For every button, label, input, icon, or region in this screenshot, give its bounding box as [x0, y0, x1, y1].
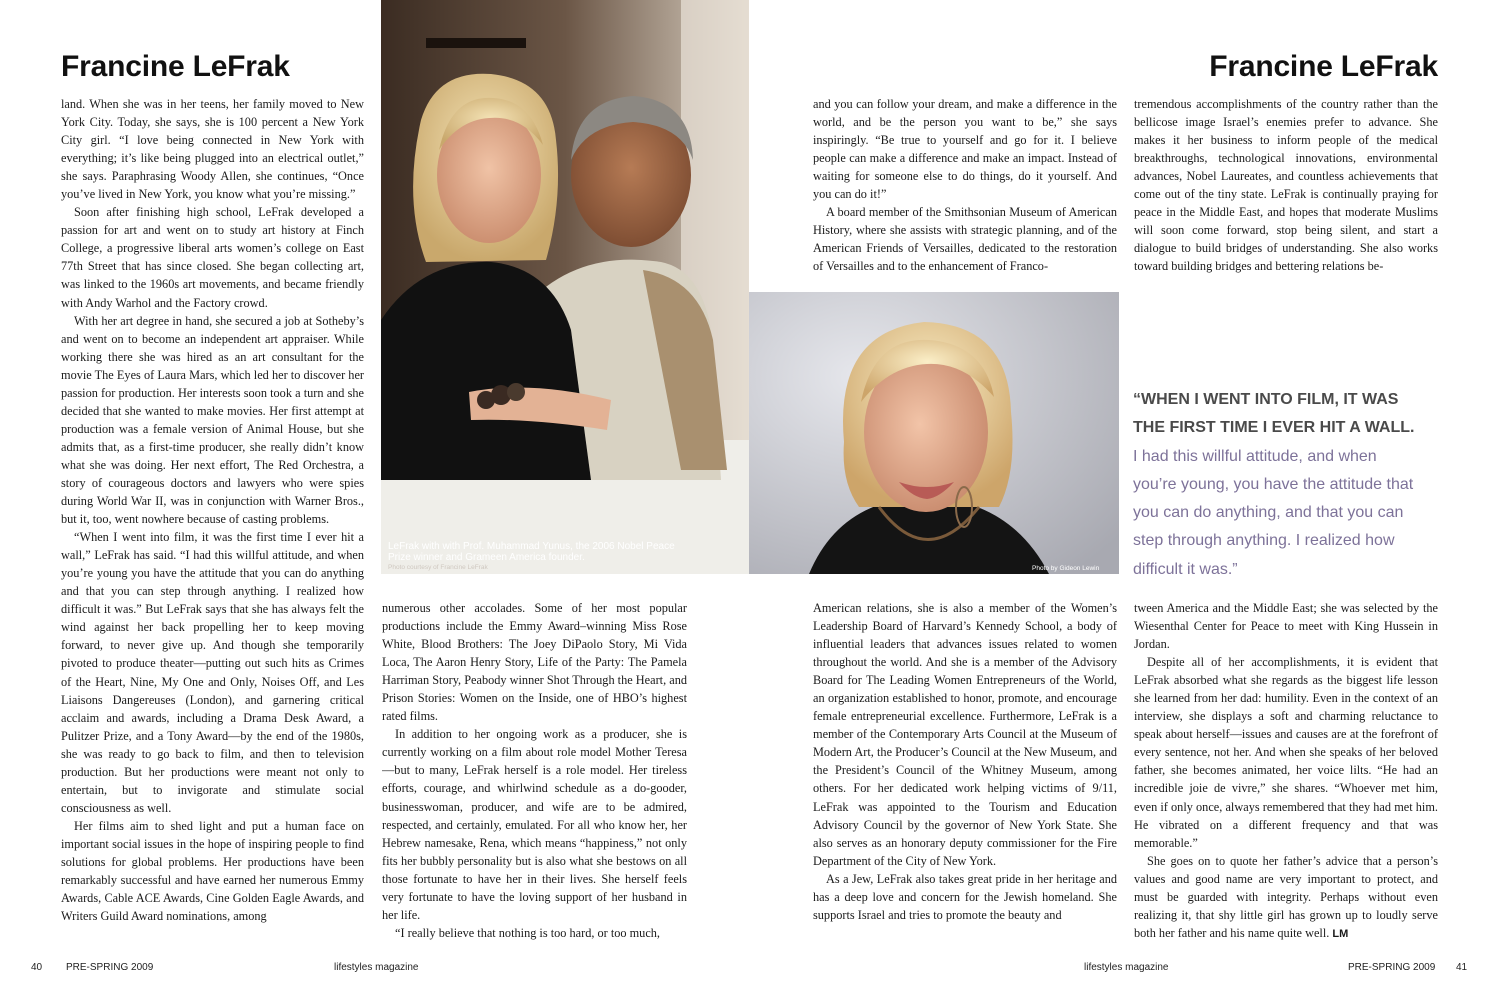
pull-quote-body: I had this willful attitude, and when you’re young, you have the attitude that you can do anything, and that you can step through anything. I realized how difficult it was.”	[1133, 447, 1414, 578]
page-title-right: Francine LeFrak	[1209, 50, 1438, 83]
paragraph: “I really believe that nothing is too hard, or too much,	[395, 925, 660, 940]
paragraph: and you can follow your dream, and make a difference in the world, and be the person you want to be,” she says inspiringly. “Be true to yourself and go for it. I believe people can make a difference and make an impact. Instead of waiting for someone else to do things, do it yourself. And you can do it!”	[813, 97, 1117, 202]
paragraph: Her films aim to shed light and put a human face on important social issues in the hope of inspiring people to find solutions for global problems. Her productions have been remarkably successful and have earned her numerous Emmy Awards, Cable ACE Awards, Cine Golden Eagle Awards, and Writers Guild Award nominations, among	[61, 818, 364, 924]
paragraph: tremendous accomplishments of the country rather than the bellicose image Israel’s enemies prefer to advance. She makes it her business to inform people of the medical breakthroughs, technological innovations, environmental advances, Nobel Laureates, and countless achievements that come out of the tiny state. LeFrak is continually praying for peace in the Middle East, and hopes that moderate Muslims will soon come forward, stop being silent, and start a dialogue to build bridges of understanding. She also works toward building bridges and bettering relations be-	[1134, 97, 1438, 274]
paragraph: “When I went into film, it was the first time I ever hit a wall,” LeFrak has said. “I had this willful attitude, and when you’re young you have the attitude that you can do anything and that you can step through anything. I realized how difficult it was.” But LeFrak says that she has always felt the wind against her back propelling her to keep moving forward, to never give up. And though she temporarily pivoted to produce theater—putting out such hits as Crimes of the Heart, Nine, My One and Only, Noises Off, and Les Liaisons Dangereuses (London), and garnering critical acclaim and awards, including a Drama Desk Award, a Pulitzer Prize, and a Tony Award—by the end of the 1980s, she was ready to go back to film, and then to television production. But her productions were meant not only to entertain, but to invigorate and stimulate social consciousness as well.	[61, 530, 364, 815]
paragraph-text: She goes on to quote her father’s advice that a person’s values and good name are very important to protect, and must be guarded with integrity. Perhaps without even realizing it, that shy little girl has grown up to loudly serve both her father and his name quite well.	[1134, 853, 1438, 940]
photo-lefrak-portrait	[749, 292, 1119, 574]
page-number-right: 41	[1456, 962, 1468, 973]
article-column-3-top	[813, 95, 1117, 277]
article-column-3-bottom	[813, 599, 1117, 944]
paragraph: numerous other accolades. Some of her most popular productions include the Emmy Award–winning Miss Rose White, Blood Brothers: The Joey DiPaolo Story, Mi Vida Loca, The Aaron Henry Story, Life of the Party: The Pamela Harriman Story, Peabody winner Shot Through the Heart, and Prison Stories: Women on the Inside, one of HBO’s highest rated films.	[382, 601, 687, 724]
paragraph: With her art degree in hand, she secured a job at Sotheby’s and went on to become an independent art appraiser. While working there she was hired as an art consultant for the movie The Eyes of Laura Mars, which led her to discover her passion for production. Her interests soon took a turn and she decided that she wanted to make movies. Her first attempt at production was a female version of Animal House, but she admits that, as a first-time producer, she really didn’t know what she was doing. Her next effort, The Red Orchestra, a story of courageous doctors and lawyers who were spies during World War II, was in conjunction with Warner Bros., but it, too, went nowhere because of casting problems.	[61, 313, 364, 527]
page-title-left: Francine LeFrak	[61, 50, 290, 83]
paragraph: As a Jew, LeFrak also takes great pride in her heritage and has a deep love and concern for the Jewish homeland. She supports Israel and tries to promote the beauty and	[813, 871, 1117, 922]
paragraph: American relations, she is also a member of the Women’s Leadership Board of Harvard’s Kennedy School, a body of influential leaders that advances issues related to women throughout the world. And she is a member of the Advisory Board for The Leading Women Entrepreneurs of the World, an organization established to honor, promote, and encourage female entrepreneurial excellence. Furthermore, LeFrak is a member of the Contemporary Arts Council at the Museum of Modern Art, the Producer’s Council at the New Museum, and the President’s Council of the Whitney Museum, among others. For her dedicated work helping victims of 9/11, LeFrak was appointed to the Tourism and Education Advisory Council by the governor of New York State. She also serves as an honorary deputy commissioner for the Fire Department of the City of New York.	[813, 601, 1117, 868]
article-column-4-bottom	[1134, 599, 1438, 944]
paragraph: A board member of the Smithsonian Museum of American History, where she assists with strategic planning, and of the American Friends of Versailles, dedicated to the restoration of Versailles and to the enhancement of Franco-	[813, 205, 1117, 274]
photo-credit: Photo courtesy of Francine LeFrak	[388, 564, 488, 571]
paragraph: Despite all of her accomplishments, it is evident that LeFrak absorbed what she regards as the biggest life lesson she learned from her dad: humility. Even in the context of an interview, she displays a soft and charming reluctance to speak about herself—issues and causes are at the forefront of every sentence, not her. And when she speaks of her beloved father, she becomes animated, her voice lilts. “He had an incredible joie de vivre,” she shares. “Whoever met him, even if only once, always remembered that they had met him. He vibrated on a different frequency and that was memorable.”	[1134, 655, 1438, 850]
article-column-4-top	[1134, 95, 1438, 277]
photo-lefrak-portrait-image	[749, 292, 1119, 574]
pull-quote	[1133, 386, 1423, 584]
photo-credit: Photo by Gideon Lewin	[1032, 565, 1100, 572]
paragraph: Soon after finishing high school, LeFrak developed a passion for art and went on to study art history at Finch College, a progressive liberal arts women’s college on East 77th Street that has since closed. She began collecting art, was linked to the 1960s art movements, and became friendly with Andy Warhol and the Factory crowd.	[61, 205, 364, 310]
article-column-2	[382, 599, 687, 944]
magazine-name-right: lifestyles magazine	[1084, 962, 1169, 973]
article-column-1	[61, 95, 364, 950]
paragraph: In addition to her ongoing work as a producer, she is currently working on a film about role model Mother Teresa—but to many, LeFrak herself is a role model. Her tireless efforts, courage, and whirlwind schedule as a do-gooder, businesswoman, producer, and wife are to be admired, respected, and certainly, emulated. For all who know her, her Hebrew namesake, Rena, which means “happiness,” not only fits her bubbly personality but is also what she bestows on all those fortunate to have her in their lives. She herself feels very fortunate to have the loving support of her husband in her life.	[382, 727, 687, 922]
magazine-name-left: lifestyles magazine	[334, 962, 419, 973]
end-mark: LM	[1332, 927, 1349, 940]
pull-quote-bold: “WHEN I WENT INTO FILM, IT WAS THE FIRST TIME I EVER HIT A WALL.	[1133, 391, 1415, 437]
issue-label-right: PRE-SPRING 2009	[1348, 962, 1436, 973]
page-number-left: 40	[31, 962, 43, 973]
paragraph	[1134, 852, 1438, 943]
issue-label-left: PRE-SPRING 2009	[66, 962, 154, 973]
photo-lefrak-yunus	[381, 0, 749, 574]
photo-caption: LeFrak with with Prof. Muhammad Yunus, the 2006 Nobel Peace Prize winner and Grameen America founder.	[388, 541, 675, 563]
photo-lefrak-yunus-image	[381, 0, 749, 574]
paragraph: land. When she was in her teens, her family moved to New York City. Today, she says, she is 100 percent a New York City girl. “I love being connected in New York with everything; it’s like being plugged into an electrical outlet,” she says. Paraphrasing Woody Allen, she continues, “Once you’ve lived in New York, you know what you’re missing.”	[61, 97, 364, 202]
paragraph: tween America and the Middle East; she was selected by the Wiesenthal Center for Peace to meet with King Hussein in Jordan.	[1134, 601, 1438, 652]
